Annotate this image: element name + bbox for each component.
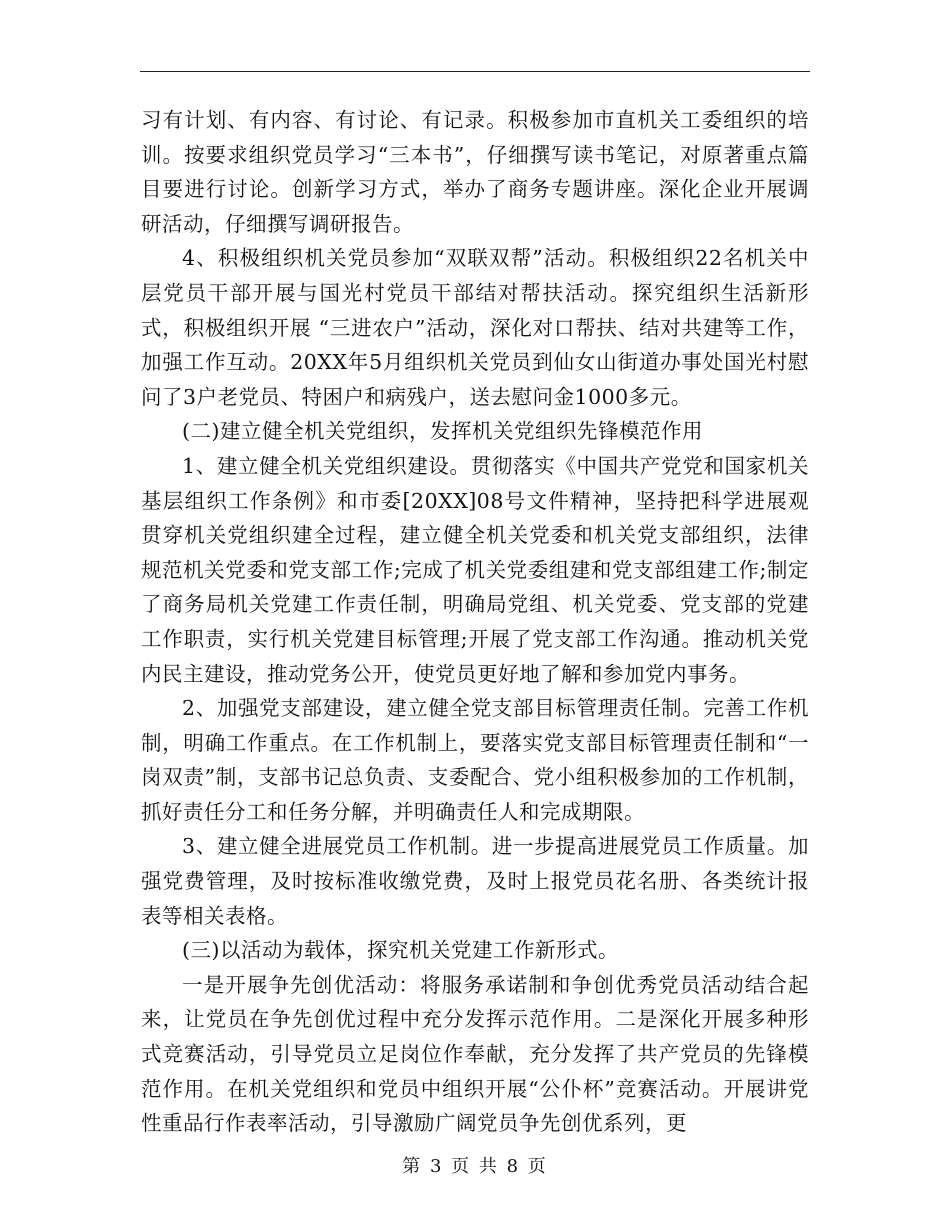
section-heading-3: (三)以活动为载体，探究机关党建工作新形式。 — [182, 938, 619, 963]
paragraph-2: 4、积极组织机关党员参加“双联双帮”活动。积极组织22名机关中层党员干部开展与国光村党员干部结对帮扶活动。探究组织生活新形式，积极组织开展 “三进农户”活动，深化对口帮扶、结对共建等工作，加强工作互动。20XX年5月组织机关党员到仙女山街道办事处国光村慰问了3户老党员、特困户和病残户，送去慰问金1000多元。 — [141, 246, 809, 409]
paragraph-5: 2、加强党支部建设，建立健全党支部目标管理责任制。完善工作机制，明确工作重点。在工作机制上，要落实党支部目标管理责任制和“一岗双责”制，支部书记总负责、支委配合、党小组积极参加的工作机制，抓好责任分工和任务分解，并明确责任人和完成期限。 — [141, 696, 809, 824]
paragraph-4: 1、建立健全机关党组织建设。贯彻落实《中国共产党党和国家机关基层组织工作条例》和市委[20XX]08号文件精神，坚持把科学进展观贯穿机关党组织建全过程，建立健全机关党委和机关党支部组织，法律规范机关党委和党支部工作;完成了机关党委组建和党支部组建工作;制定了商务局机关党建工作责任制，明确局党组、机关党委、党支部的党建工作职责，实行机关党建目标管理;开展了党支部工作沟通。推动机关党内民主建设，推动党务公开，使党员更好地了解和参加党内事务。 — [141, 453, 809, 686]
paragraph-8: 一是开展争先创优活动：将服务承诺制和争创优秀党员活动结合起来，让党员在争先创优过程中充分发挥示范作用。二是深化开展多种形式竞赛活动，引导党员立足岗位作奉献，充分发挥了共产党员的先锋模范作用。在机关党组织和党员中组织开展“公仆杯”竞赛活动。开展讲党性重品行作表率活动，引导激励广阔党员争先创优系列，更 — [141, 972, 809, 1136]
section-heading-2: (二)建立健全机关党组织，发挥机关党组织先锋模范作用 — [182, 419, 703, 444]
document-body — [141, 103, 809, 1141]
paragraph-1: 习有计划、有内容、有讨论、有记录。积极参加市直机关工委组织的培训。按要求组织党员学习“三本书”，仔细撰写读书笔记，对原著重点篇目要进行讨论。创新学习方式，举办了商务专题讲座。深化企业开展调研活动，仔细撰写调研报告。 — [141, 108, 809, 236]
header-rule — [140, 71, 810, 72]
paragraph-6: 3、建立健全进展党员工作机制。进一步提高进展党员工作质量。加强党费管理，及时按标准收缴党费，及时上报党员花名册、各类统计报表等相关表格。 — [141, 834, 809, 928]
page-footer: 第 3 页 共 8 页 — [402, 1156, 548, 1177]
